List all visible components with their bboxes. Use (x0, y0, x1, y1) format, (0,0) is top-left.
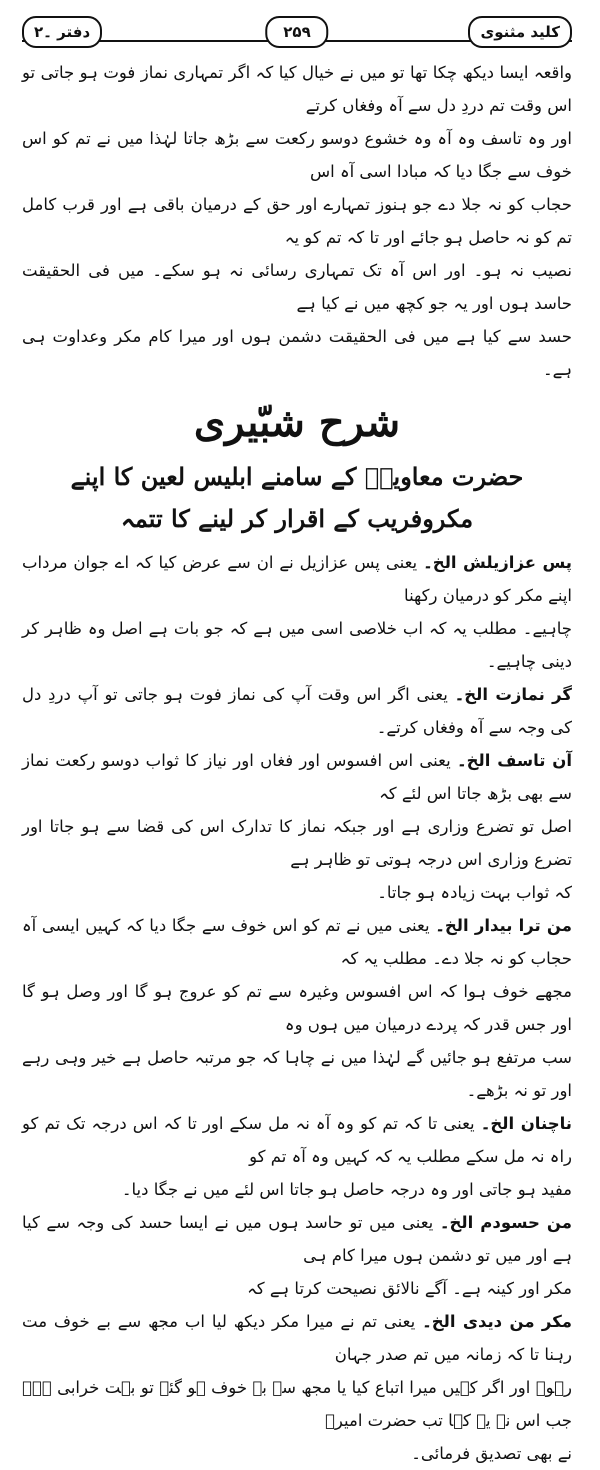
commentary-line (22, 744, 572, 810)
main-heading: شرح شبّیری (193, 399, 401, 446)
verse-lead: گر نمازت الخ۔ (454, 685, 573, 704)
commentary-line: اصل تو تضرع وزاری ہے اور جبکہ نماز کا تدارک اس کی قضا سے ہو جاتا اور تضرع وزاری اس درجہ ہوتی تو ظاہر ہے (22, 817, 572, 869)
verse-lead: پس عزازیلش الخ۔ (423, 553, 572, 572)
commentary-section (22, 678, 572, 744)
line-text: یعنی اگر اس وقت آپ کی نماز فوت ہو جاتی تو آپ دردِ دل کی وجہ سے آہ وفغاں کرتے۔ (22, 685, 572, 737)
commentary-line: رہو۔ اور اگر کہیں میرا اتباع کیا یا مجھ سے بے خوف ہو گئے تو بہت خرابی ہے۔ جب اس نے یہ کہا تب حضرت امیرؓ (22, 1378, 572, 1430)
verse-lead: ناچنان الخ۔ (480, 1114, 573, 1133)
commentary-line (22, 1305, 572, 1371)
intro-line: نصیب نہ ہو۔ اور اس آہ تک تمہاری رسائی نہ ہو سکے۔ میں فی الحقیقت حاسد ہوں اور یہ جو کچھ میں نے کیا ہے (22, 261, 572, 313)
commentary-section (22, 1305, 572, 1470)
verse-lead: مکر من دیدی الخ۔ (422, 1312, 573, 1331)
commentary-line: مکر اور کینہ ہے۔ آگے نالائق نصیحت کرتا ہے کہ (247, 1279, 572, 1298)
intro-line: حسد سے کیا ہے میں فی الحقیقت دشمن ہوں اور میرا کام مکر وعداوت ہی ہے۔ (22, 327, 572, 379)
book-title: کلید مثنوی (468, 16, 572, 48)
commentary-line: چاہیے۔ مطلب یہ کہ اب خلاصی اسی میں ہے کہ جو بات ہے اصل وہ ظاہر کر دینی چاہیے۔ (22, 619, 572, 671)
verse-lead: آن تاسف الخ۔ (456, 751, 573, 770)
page-number: ۲۵۹ (265, 16, 328, 48)
sub-heading-line: حضرت معاویہؓ کے سامنے ابلیس لعین کا اپنے (70, 462, 524, 491)
line-text: یعنی میں تو حاسد ہوں میں نے ایسا حسد کی وجہ سے کیا ہے اور میں تو دشمن ہوں میرا کام ہی (22, 1213, 572, 1265)
commentary-section (22, 744, 572, 909)
line-text: یعنی اس افسوس اور فغاں اور نیاز کا ثواب دوسو رکعت نماز سے بھی بڑھ جاتا اس لئے کہ (22, 751, 572, 803)
intro-line: اور وہ تاسف وہ آہ وہ خشوع دوسو رکعت سے بڑھ جاتا لہٰذا میں نے تم کو اس خوف سے جگا دیا کہ مبادا اسی آہ اس (22, 129, 572, 181)
verse-lead: من ترا بیدار الخ۔ (435, 916, 572, 935)
commentary-section (22, 909, 572, 1107)
commentary-line (22, 1107, 572, 1173)
commentary-line: سب مرتفع ہو جائیں گے لہٰذا میں نے چاہا کہ جو مرتبہ حاصل ہے خیر وہی رہے اور تو نہ بڑھے۔ (22, 1048, 572, 1100)
line-text: یعنی تا کہ تم کو وہ آہ نہ مل سکے اور تا کہ اس درجہ تک تم کو راہ نہ مل سکے مطلب یہ کہ کہیں وہ آہ تم کو (22, 1114, 572, 1166)
commentary-section (22, 1107, 572, 1206)
volume-label: دفتر ۔۲ (22, 16, 102, 48)
line-text: یعنی پس عزازیل نے ان سے عرض کیا کہ اے جوان مرداب اپنے مکر کو درمیان رکھنا (22, 553, 572, 605)
verse-lead: من حسودم الخ۔ (439, 1213, 572, 1232)
commentary-line (22, 1206, 572, 1272)
commentary-line (22, 909, 572, 975)
commentary-line (22, 546, 572, 612)
intro-line: حجاب کو نہ جلا دے جو ہنوز تمہارے اور حق کے درمیان باقی ہے اور قرب کامل تم کو نہ حاصل ہو جائے اور تا کہ تم کو یہ (22, 195, 572, 247)
commentary-line: کہ ثواب بہت زیادہ ہو جاتا۔ (377, 883, 572, 902)
commentary-section (22, 546, 572, 678)
commentary-section (22, 1206, 572, 1305)
commentary-line: مفید ہو جاتی اور وہ درجہ حاصل ہو جاتا اس لئے میں نے جگا دیا۔ (121, 1180, 572, 1199)
line-text: یعنی میں نے تم کو اس خوف سے جگا دیا کہ کہیں ایسی آہ حجاب کو نہ جلا دے۔ مطلب یہ کہ (22, 916, 572, 968)
line-text: یعنی تم نے میرا مکر دیکھ لیا اب مجھ سے بے خوف مت رہنا تا کہ زمانہ میں تم صدر جہان (22, 1312, 572, 1364)
intro-paragraph (22, 56, 572, 386)
intro-line: واقعہ ایسا دیکھ چکا تھا تو میں نے خیال کیا کہ اگر تمہاری نماز فوت ہو جاتی تو اس وقت تم دردِ دل سے آہ وفغاں کرتے (22, 63, 572, 115)
sub-heading-line: مکروفریب کے اقرار کر لینے کا تتمہ (120, 504, 474, 533)
commentary-line: مجھے خوف ہوا کہ اس افسوس وغیرہ سے تم کو عروج ہو گا اور وصل ہو گا اور جس قدر کہ پردے درمیان میں ہوں وہ (22, 982, 572, 1034)
running-header (22, 10, 572, 54)
commentary-line: نے بھی تصدیق فرمائی۔ (411, 1444, 572, 1463)
commentary-line (22, 678, 572, 744)
